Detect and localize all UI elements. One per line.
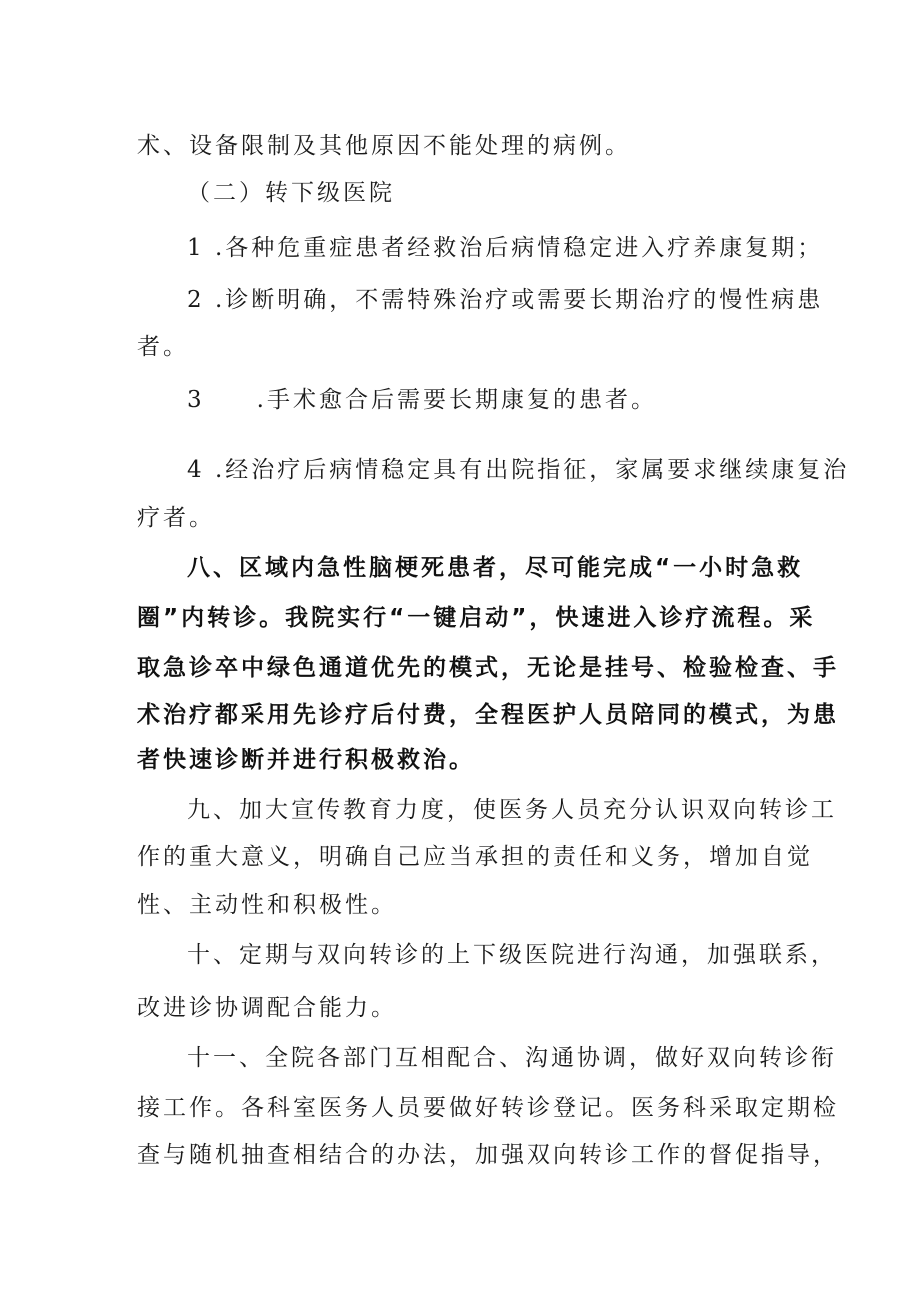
- paragraph-9-line-3: 性、主动性和积极性。: [137, 892, 397, 918]
- paragraph-10-line-2: 改进诊协调配合能力。: [137, 995, 397, 1021]
- bold-paragraph-8-line-5: 者快速诊断并进行积极救治。: [137, 747, 475, 773]
- bold-paragraph-8-line-4: 术治疗都采用先诊疗后付费，全程医护人员陪同的模式，为患: [137, 702, 839, 728]
- list-item-1: 1 .各种危重症患者经救治后病情稳定进入疗养康复期；: [187, 235, 824, 261]
- paragraph-10-line-1: 十、定期与双向转诊的上下级医院进行沟通，加强联系，: [187, 942, 837, 968]
- list-item-4-continued: 疗者。: [137, 505, 215, 531]
- list-item-2: 2 .诊断明确，不需特殊治疗或需要长期治疗的慢性病患: [187, 287, 824, 313]
- paragraph-9-line-2: 作的重大意义，明确自己应当承担的责任和义务，增加自觉: [137, 844, 813, 870]
- paragraph-11-line-3: 查与随机抽查相结合的办法，加强双向转诊工作的督促指导，: [137, 1142, 839, 1168]
- paragraph-11-line-2: 接工作。各科室医务人员要做好转诊登记。医务科采取定期检: [137, 1095, 839, 1121]
- paragraph-11-line-1: 十一、全院各部门互相配合、沟通协调，做好双向转诊衔: [187, 1045, 837, 1071]
- list-item-3: 3 .手术愈合后需要长期康复的患者。: [187, 387, 657, 413]
- text-line-1: 术、设备限制及其他原因不能处理的病例。: [137, 133, 631, 159]
- section-heading-transfer-lower: （二）转下级医院: [187, 180, 395, 206]
- bold-paragraph-8-line-2: 圈”内转诊。我院实行“一键启动”，快速进入诊疗流程。采: [137, 605, 816, 631]
- list-item-4: 4 .经治疗后病情稳定具有出院指征，家属要求继续康复治: [187, 457, 850, 483]
- bold-paragraph-8-line-1: 八、区域内急性脑梗死患者，尽可能完成“一小时急救: [187, 555, 804, 581]
- bold-paragraph-8-line-3: 取急诊卒中绿色通道优先的模式，无论是挂号、检验检查、手: [137, 655, 839, 681]
- paragraph-9-line-1: 九、加大宣传教育力度，使医务人员充分认识双向转诊工: [187, 797, 837, 823]
- list-item-2-continued: 者。: [137, 334, 189, 360]
